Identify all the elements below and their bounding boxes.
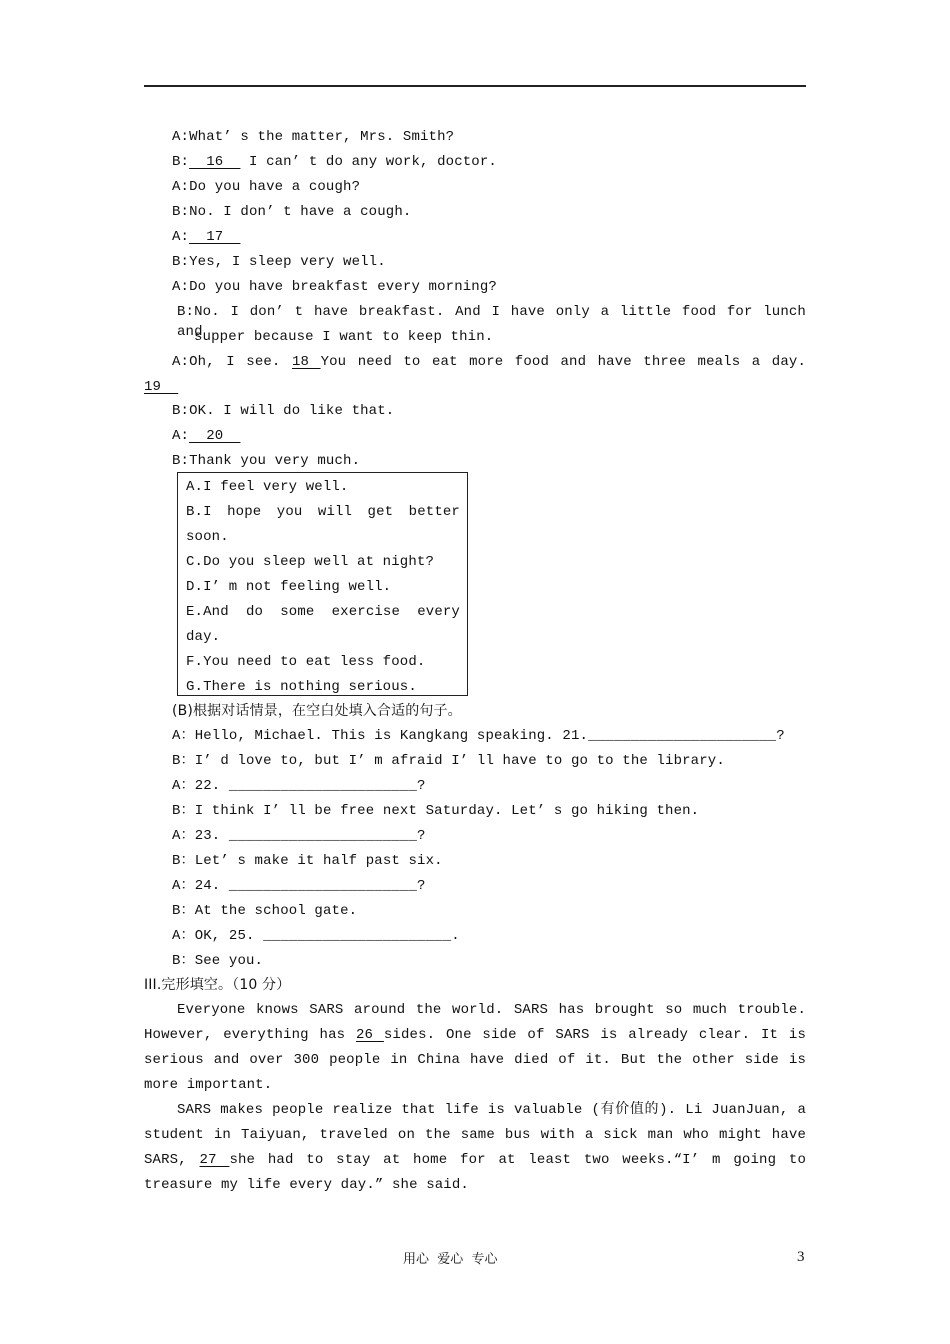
dialogue-line: A：24. ______________________?: [172, 878, 426, 894]
dialogue-line: A：23. ______________________?: [172, 828, 426, 844]
dialogue-line: A：Hello, Michael. This is Kangkang speaking. 21.______________________?: [172, 728, 785, 744]
options-box: [177, 472, 468, 696]
dialogue-line: A:Do you have a cough?: [172, 179, 361, 195]
option-b: B.I hope you will get better: [186, 504, 460, 520]
blank-26[interactable]: 26: [355, 1027, 384, 1043]
dialogue-line: B:No. I don’ t have breakfast. And I have only a little food for lunch and: [177, 304, 806, 340]
dialogue-line: A: 17: [172, 229, 241, 245]
option-c: C.Do you sleep well at night?: [186, 554, 434, 570]
blank-18[interactable]: 18: [291, 354, 321, 370]
passage-line: Everyone knows SARS around the world. SARS has brought so much trouble.: [177, 1002, 806, 1018]
section-b-title: (B)根据对话情景，在空白处填入合适的句子。: [172, 703, 462, 719]
blank-17[interactable]: 17: [189, 229, 241, 245]
passage-line: SARS makes people realize that life is valuable (有价值的). Li JuanJuan, a: [177, 1102, 806, 1118]
dialogue-line: B：I think I’ ll be free next Saturday. Let’ s go hiking then.: [172, 803, 700, 819]
option-f: F.You need to eat less food.: [186, 654, 426, 670]
dialogue-line: supper because I want to keep thin.: [194, 329, 494, 345]
blank-16[interactable]: 16: [189, 154, 241, 170]
option-e: E.And do some exercise every: [186, 604, 460, 620]
page-footer: 用心 爱心 专心: [403, 1252, 498, 1267]
passage-line: treasure my life every day.” she said.: [144, 1177, 469, 1193]
dialogue-line: A：22. ______________________?: [172, 778, 426, 794]
dialogue-line: A:Oh, I see. 18 You need to eat more food and have three meals a day.: [172, 354, 807, 370]
passage-line: However, everything has 26 sides. One side of SARS is already clear. It is: [144, 1027, 806, 1043]
passage-line: serious and over 300 people in China have died of it. But the other side is: [144, 1052, 806, 1068]
page-number: 3: [797, 1249, 805, 1265]
option-d: D.I’ m not feeling well.: [186, 579, 392, 595]
dialogue-line: B：At the school gate.: [172, 903, 358, 919]
option-e-cont: day.: [186, 629, 221, 645]
dialogue-line: A:Do you have breakfast every morning?: [172, 279, 497, 295]
option-b-cont: soon.: [186, 529, 229, 545]
dialogue-line: B:Yes, I sleep very well.: [172, 254, 386, 270]
blank-19[interactable]: 19: [144, 379, 179, 395]
blank-27[interactable]: 27: [199, 1152, 230, 1168]
dialogue-line: B: 16 I can’ t do any work, doctor.: [172, 154, 497, 170]
dialogue-line: B:Thank you very much.: [172, 453, 361, 469]
dialogue-line: B：I’ d love to, but I’ m afraid I’ ll have to go to the library.: [172, 753, 725, 769]
dialogue-line: A:What’ s the matter, Mrs. Smith?: [172, 129, 455, 145]
dialogue-line: B：Let’ s make it half past six.: [172, 853, 443, 869]
header-rule: [144, 85, 806, 87]
section-3-title: III.完形填空。（10 分）: [144, 977, 291, 993]
dialogue-line: B:OK. I will do like that.: [172, 403, 395, 419]
option-a: A.I feel very well.: [186, 479, 349, 495]
dialogue-line: A: 20: [172, 428, 241, 444]
dialogue-line: A：OK, 25. ______________________.: [172, 928, 460, 944]
dialogue-line: B：See you.: [172, 953, 264, 969]
blank-20[interactable]: 20: [189, 428, 241, 444]
dialogue-line: B:No. I don’ t have a cough.: [172, 204, 412, 220]
passage-line: student in Taiyuan, traveled on the same bus with a sick man who might have: [144, 1127, 806, 1143]
passage-line: SARS, 27 she had to stay at home for at least two weeks.“I’ m going to: [144, 1152, 807, 1168]
passage-line: more important.: [144, 1077, 273, 1093]
option-g: G.There is nothing serious.: [186, 679, 417, 695]
